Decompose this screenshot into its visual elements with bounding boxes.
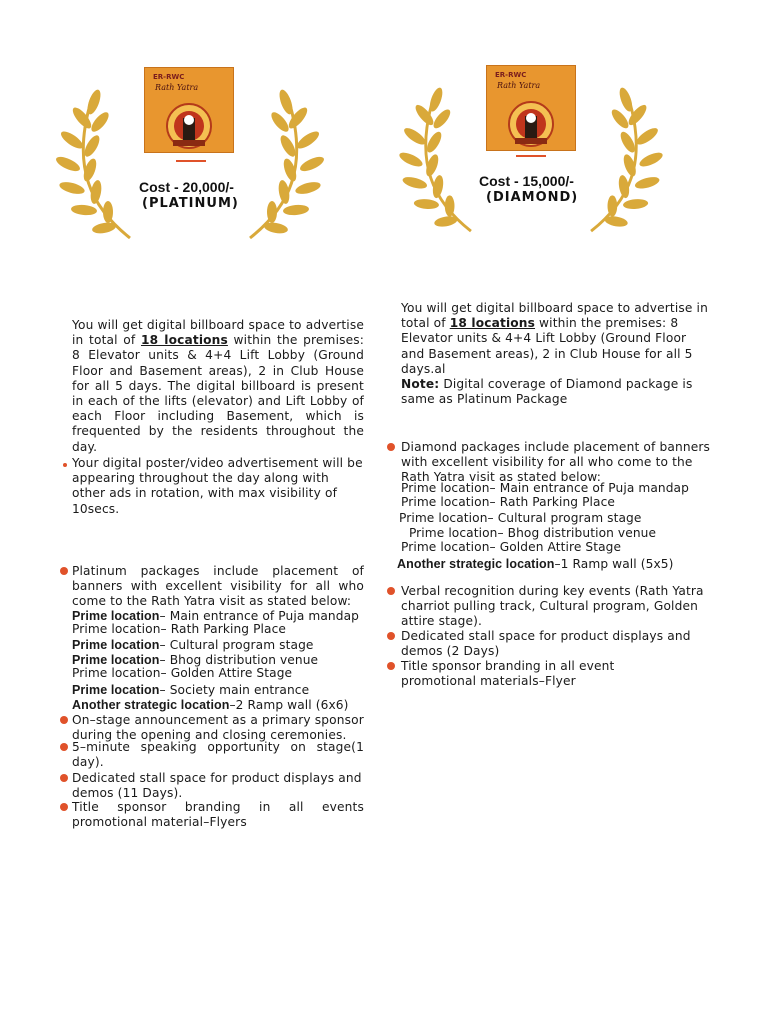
- diamond-location-2: Prime location– Rath Parking Place: [401, 495, 616, 509]
- diamond-packages-intro: Diamond packages include placement of banners with excellent visibility for all who come to the Rath Yatra visit as stated below:: [401, 440, 711, 485]
- svg-text:ER-RWC: ER-RWC: [153, 73, 185, 81]
- platinum-location-2: [72, 622, 286, 637]
- laurel-wreath-left-icon: [52, 88, 142, 243]
- diamond-location-4: Prime location– Bhog distribution venue: [401, 526, 657, 540]
- platinum-divider: [176, 160, 206, 162]
- diamond-tier: (DIAMOND): [486, 190, 579, 205]
- laurel-wreath-left-icon: [394, 86, 484, 236]
- diamond-locations-count: 18 locations: [449, 316, 536, 331]
- bullet-icon: [387, 632, 395, 640]
- bullet-icon: [60, 567, 68, 575]
- diamond-benefit-3: Title sponsor branding in all event promotional materials–Flyer: [401, 659, 615, 689]
- diamond-strategic-location: [397, 557, 673, 572]
- svg-text:Rath Yatra: Rath Yatra: [497, 81, 541, 90]
- laurel-wreath-right-icon: [578, 86, 668, 236]
- location-text: Golden Attire Stage: [166, 666, 293, 680]
- bullet-icon: [387, 587, 395, 595]
- location-text: Rath Parking Place: [166, 622, 287, 636]
- diamond-location-5: Prime location– Golden Attire Stage: [401, 540, 622, 554]
- diamond-note-label: Note:: [401, 377, 440, 392]
- location-label: Prime location–: [72, 666, 167, 680]
- platinum-tier: (PLATINUM): [142, 196, 239, 211]
- bullet-icon: [387, 662, 395, 670]
- location-text: – Cultural program stage: [159, 638, 314, 652]
- location-text: – Bhog distribution venue: [159, 653, 319, 667]
- platinum-poster-bullet: Your digital poster/video advertisement will be appearing throughout the day along with other ads in rotation, with max visibility of 10secs.: [72, 456, 363, 516]
- strategic-label: Another strategic location: [397, 557, 555, 571]
- diamond-benefit-2: Dedicated stall space for product displays and demos (2 Days): [401, 629, 691, 659]
- bullet-icon: [60, 716, 68, 724]
- bullet-icon: [60, 803, 68, 811]
- platinum-benefit-4: Title sponsor branding in all events promotional material–Flyers: [72, 800, 364, 830]
- platinum-location-5: [72, 666, 292, 681]
- platinum-location-3: [72, 638, 314, 653]
- location-text: – Society main entrance: [159, 683, 310, 697]
- location-label: Prime location: [72, 609, 160, 623]
- location-label: Prime location–: [72, 622, 167, 636]
- diamond-location-1: Prime location– Main entrance of Puja mandap: [401, 481, 689, 495]
- platinum-cost: Cost - 20,000/-: [139, 179, 234, 195]
- platinum-intro-text-1: You will get digital billboard space to advertise in total of: [72, 318, 364, 348]
- bullet-icon: [387, 443, 395, 451]
- platinum-benefit-1: On–stage announcement as a primary sponsor during the opening and closing ceremonies.: [72, 713, 364, 743]
- location-label: Prime location: [72, 653, 160, 667]
- strategic-text: –2 Ramp wall (6x6): [229, 698, 349, 712]
- strategic-label: Another strategic location: [72, 698, 230, 712]
- bullet-icon: [63, 463, 67, 467]
- bullet-icon: [60, 743, 68, 751]
- diamond-intro: [401, 301, 713, 407]
- platinum-strategic-location: [72, 698, 348, 713]
- location-label: Prime location: [72, 683, 160, 697]
- diamond-cost: Cost - 15,000/-: [479, 173, 574, 189]
- diamond-note-text: Digital coverage of Diamond package is same as Platinum Package: [401, 377, 693, 407]
- bullet-icon: [60, 774, 68, 782]
- platinum-intro: [72, 318, 364, 455]
- diamond-event-logo: [486, 65, 576, 151]
- svg-text:Rath Yatra: Rath Yatra: [155, 83, 199, 92]
- platinum-benefit-2: 5–minute speaking opportunity on stage(1 day).: [72, 740, 364, 770]
- diamond-location-3: Prime location– Cultural program stage: [399, 511, 642, 525]
- diamond-divider: [516, 155, 546, 157]
- platinum-packages-intro: Platinum packages include placement of banners with excellent visibility for all who come to the Rath Yatra visit as stated below:: [72, 564, 364, 609]
- rath-yatra-logo-icon: [487, 66, 575, 150]
- svg-text:ER-RWC: ER-RWC: [495, 71, 527, 79]
- rath-yatra-logo-icon: [145, 68, 233, 152]
- platinum-event-logo: [144, 67, 234, 153]
- laurel-wreath-right-icon: [238, 88, 328, 243]
- diamond-intro-text-2: within the premises: 8 Elevator units & 4+4 Lift Lobby (Ground Floor and Basement areas), 2 in Club House for all 5 days.al: [401, 316, 693, 376]
- platinum-intro-text-2: within the premises: 8 Elevator units & 4+4 Lift Lobby (Ground Floor and Basement areas), 2 in Club House for all 5 days. The digital billboard is present in each of the lifts (elevator) and Lift Lobby of each Floor including Basement, which is frequented by the residents throughout the day.: [72, 333, 365, 454]
- platinum-location-6: [72, 683, 309, 698]
- platinum-benefit-3: Dedicated stall space for product displays and demos (11 Days).: [72, 771, 362, 801]
- diamond-intro-text-1: You will get digital billboard space to advertise in total of: [401, 301, 708, 331]
- diamond-benefit-1: Verbal recognition during key events (Rath Yatra charriot pulling track, Cultural program, Golden attire stage).: [401, 584, 704, 629]
- strategic-text: –1 Ramp wall (5x5): [554, 557, 674, 571]
- platinum-locations-count: 18 locations: [140, 333, 228, 348]
- location-label: Prime location: [72, 638, 160, 652]
- location-text: – Main entrance of Puja mandap: [159, 609, 359, 623]
